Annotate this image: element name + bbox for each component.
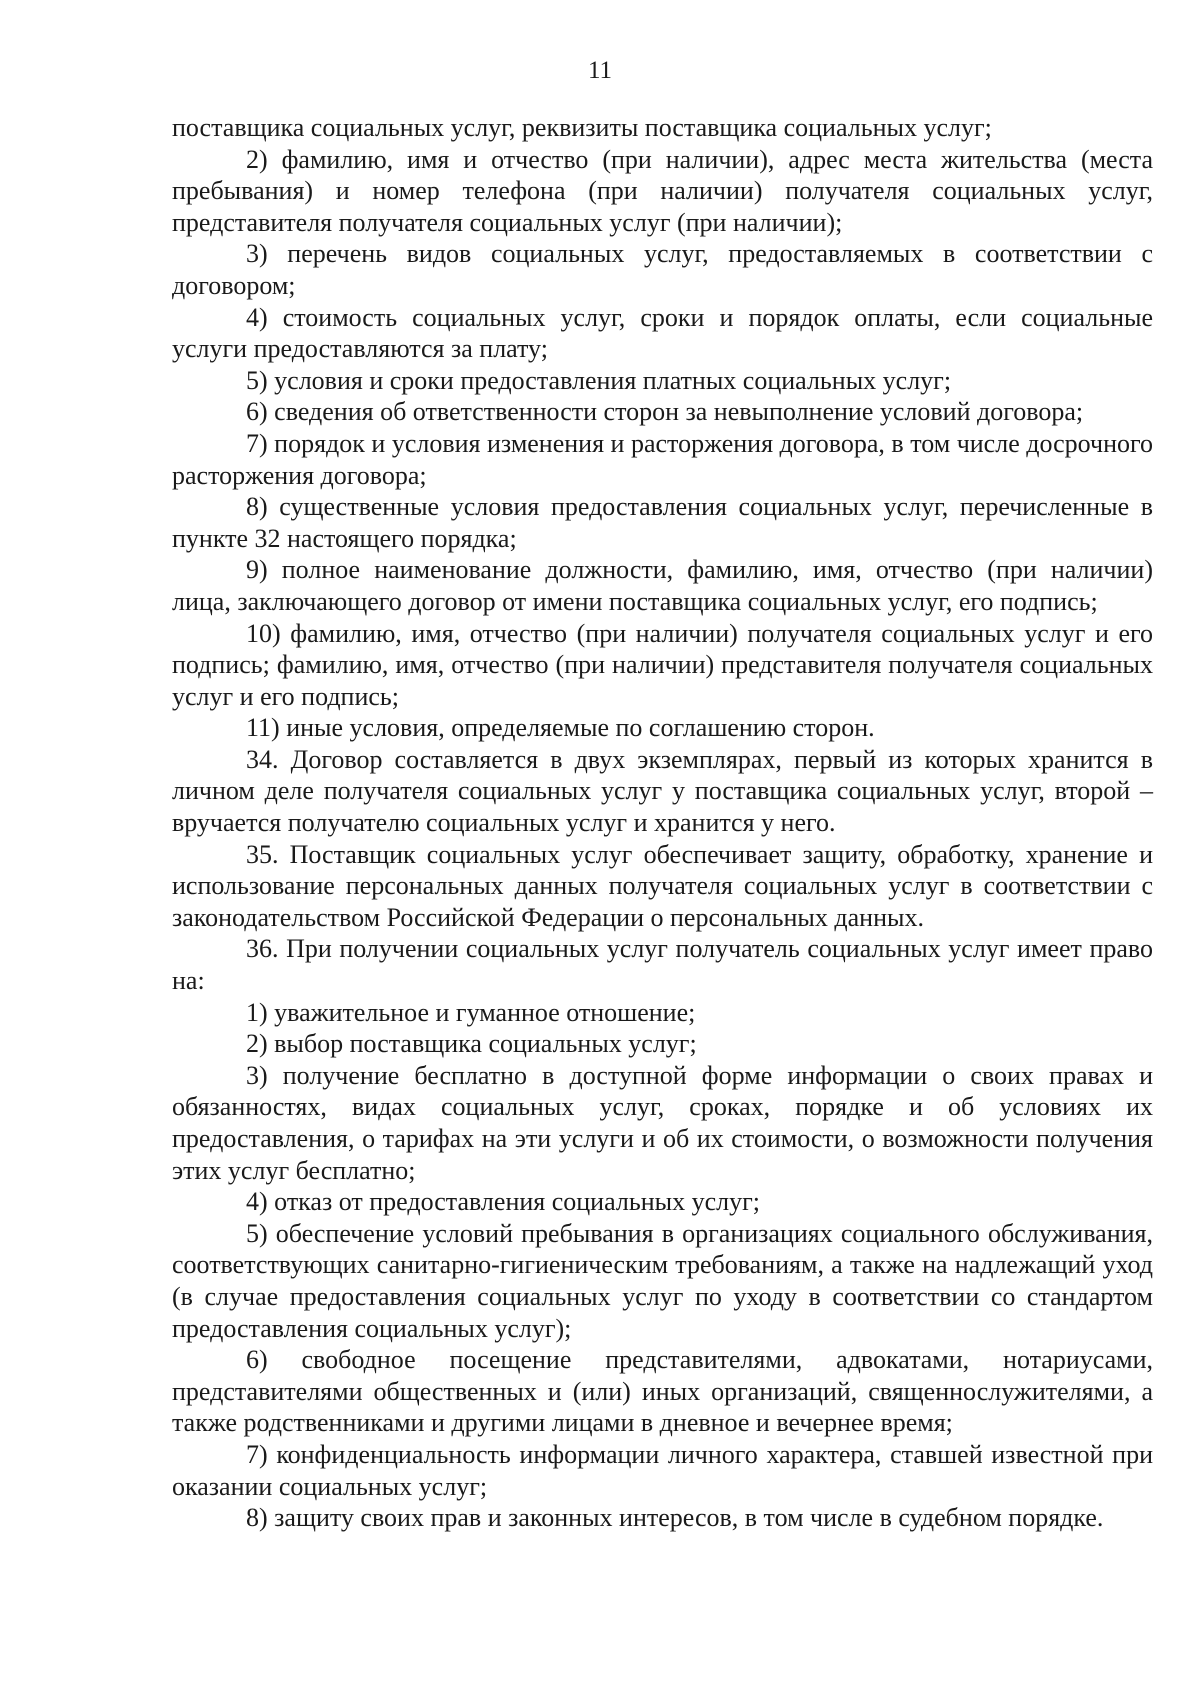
list-item-11: 11) иные условия, определяемые по соглашению сторон. [246, 713, 875, 743]
paragraph: поставщика социальных услуг, реквизиты поставщика социальных услуг; [172, 113, 992, 142]
right-item-7: 7) конфиденциальность информации личного характера, ставшей известной при оказании социальных услуг; [172, 1439, 1153, 1501]
right-item-1: 1) уважительное и гуманное отношение; [246, 997, 696, 1027]
right-item-6: 6) свободное посещение представителями, адвокатами, нотариусами, представителями общественных и (или) иных организаций, священнослужителями, а также родственниками и другими лицами в дневное и вечернее время; [172, 1345, 1153, 1438]
list-item-8: 8) существенные условия предоставления социальных услуг, перечисленные в пункте 32 настоящего порядка; [172, 492, 1153, 553]
clause-35: 35. Поставщик социальных услуг обеспечивает защиту, обработку, хранение и использование персональных данных получателя социальных услуг в соответствии с законодательством Российской Федерации о персональных данных. [172, 839, 1153, 932]
list-item-7: 7) порядок и условия изменения и расторжения договора, в том числе досрочного расторжения договора; [172, 428, 1153, 490]
clause-36: 36. При получении социальных услуг получатель социальных услуг имеет право на: [172, 934, 1153, 996]
right-item-2: 2) выбор поставщика социальных услуг; [246, 1029, 697, 1059]
right-item-4: 4) отказ от предоставления социальных услуг; [246, 1187, 760, 1217]
list-item-10: 10) фамилию, имя, отчество (при наличии) получателя социальных услуг и его подпись; фамилию, имя, отчество (при наличии) представителя получателя социальных услуг и его подпись; [172, 618, 1153, 711]
clause-34: 34. Договор составляется в двух экземплярах, первый из которых хранится в личном деле получателя социальных услуг у поставщика социальных услуг, второй – вручается получателю социальных услуг и хранится у него. [172, 744, 1153, 838]
list-item-9: 9) полное наименование должности, фамилию, имя, отчество (при наличии) лица, заключающего договор от имени поставщика социальных услуг, его подпись; [172, 555, 1153, 616]
list-item-3: 3) перечень видов социальных услуг, предоставляемых в соответствии с договором; [172, 239, 1153, 300]
list-item-6: 6) сведения об ответственности сторон за невыполнение условий договора; [246, 397, 1084, 427]
right-item-8: 8) защиту своих прав и законных интересов, в том числе в судебном порядке. [246, 1503, 1104, 1533]
page-number: 11 [587, 57, 613, 84]
right-item-5: 5) обеспечение условий пребывания в организациях социального обслуживания, соответствующих санитарно-гигиеническим требованиям, а также на надлежащий уход (в случае предоставления социальных услуг по уходу в соответствии со стандартом предоставления социальных услуг); [172, 1218, 1153, 1343]
list-item-4: 4) стоимость социальных услуг, сроки и порядок оплаты, если социальные услуги предоставляются за плату; [172, 302, 1153, 364]
right-item-3: 3) получение бесплатно в доступной форме информации о своих правах и обязанностях, видах социальных услуг, сроках, порядке и об условиях их предоставления, о тарифах на эти услуги и об их стоимости, о возможности получения этих услуг бесплатно; [172, 1060, 1153, 1185]
list-item-2: 2) фамилию, имя и отчество (при наличии), адрес места жительства (места пребывания) и номер телефона (при наличии) получателя социальных услуг, представителя получателя социальных услуг (при наличии); [172, 144, 1153, 237]
body-text [172, 112, 1153, 1534]
list-item-5: 5) условия и сроки предоставления платных социальных услуг; [246, 365, 952, 395]
